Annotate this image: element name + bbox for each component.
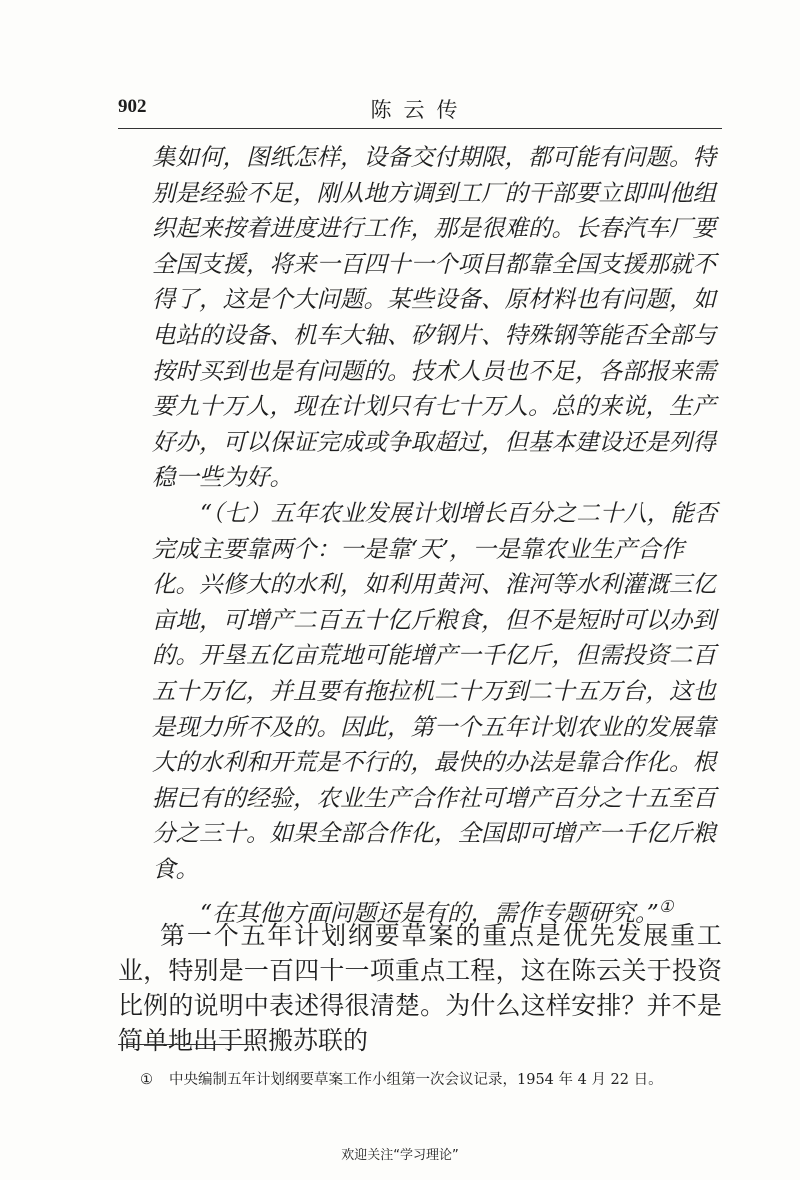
quote-paragraph-1: 集如何，图纸怎样，设备交付期限，都可能有问题。特别是经验不足，刚从地方调到工厂的干部要立即叫他组织起来按着进度进行工作，那是很难的。长春汽车厂要全国支援，将来一百四十一个项目都靠全国支援那就不得了，这是个大问题。某些设备、原材料也有问题，如电站的设备、机车大轴、矽钢片、特殊钢等能否全部与按时买到也是有问题的。技术人员也不足，各部报来需要九十万人，现在计划只有七十万人。总的来说，生产好办，可以保证完成或争取超过，但基本建设还是列得稳一些为好。 xyxy=(152,143,716,492)
quote-paragraph-3-text: “在其他方面问题还是有的，需作专题研究。” xyxy=(200,899,659,928)
body-text xyxy=(118,918,722,1058)
quoted-speech-block xyxy=(152,140,722,932)
body-paragraph: 第一个五年计划纲要草案的重点是优先发展重工业，特别是一百四十一项重点工程，这在陈云关于投资比例的说明中表述得很清楚。为什么这样安排？并不是简单地出于照搬苏联的 xyxy=(118,921,722,1055)
book-title: 陈云传 xyxy=(370,98,470,122)
footnote-text: 中央编制五年计划纲要草案工作小组第一次会议记录，1954 年 4 月 22 日。 xyxy=(169,1072,663,1088)
footnote-reference: ① xyxy=(658,897,674,917)
footnote-marker: ① xyxy=(140,1072,153,1088)
footnote-divider xyxy=(118,1044,258,1045)
watermark-text: 欢迎关注“学习理论” xyxy=(341,1148,459,1163)
page-number: 902 xyxy=(118,96,147,117)
quote-paragraph-2: “（七）五年农业发展计划增长百分之二十八，能否完成主要靠两个：一是靠‘天’，一是靠农业生产合作化。兴修大的水利，如利用黄河、淮河等水利灌溉三亿亩地，可增产二百五十亿斤粮食，但不是短时可以办到的。开垦五亿亩荒地可能增产一千亿斤，但需投资二百五十万亿，并且要有拖拉机二十万到二十五万台，这也是现力所不及的。因此，第一个五年计划农业的发展靠大的水利和开荒是不行的，最快的办法是靠合作化。根据已有的经验，农业生产合作社可增产百分之十五至百分之三十。如果全部合作化，全国即可增产一千亿斤粮食。 xyxy=(152,498,718,883)
running-header xyxy=(118,94,722,129)
footnote xyxy=(140,1068,730,1089)
